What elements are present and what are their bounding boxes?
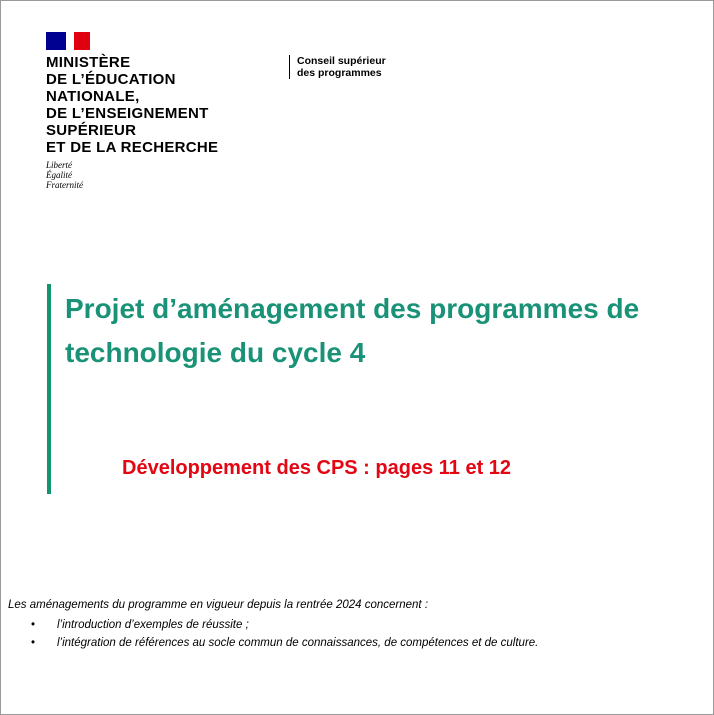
council-name <box>289 55 386 79</box>
ministry-name <box>46 54 218 156</box>
bullet-icon: • <box>31 619 36 631</box>
list-item-text: l’introduction d’exemples de réussite ; <box>57 619 249 631</box>
intro-text: Les aménagements du programme en vigueur depuis la rentrée 2024 concernent : <box>8 599 429 611</box>
ministry-line: NATIONALE, <box>46 88 140 105</box>
list-item <box>31 616 538 634</box>
bullet-icon: • <box>31 637 36 649</box>
ministry-line: DE L’ENSEIGNEMENT <box>46 105 209 122</box>
list-item <box>31 634 538 652</box>
ministry-line: ET DE LA RECHERCHE <box>46 139 219 156</box>
motto-line: Liberté <box>46 160 72 170</box>
document-subtitle: Développement des CPS : pages 11 et 12 <box>122 457 512 479</box>
republic-motto <box>46 160 83 190</box>
flag-white-band <box>66 32 74 50</box>
motto-line: Égalité <box>46 170 72 180</box>
ministry-line: SUPÉRIEUR <box>46 122 137 139</box>
flag-blue-band <box>46 32 66 50</box>
list-item-text: l’intégration de références au socle commun de connaissances, de compétences et de culture. <box>57 637 539 649</box>
motto-line: Fraternité <box>46 180 83 190</box>
document-title: Projet d’aménagement des programmes de technologie du cycle 4 <box>65 293 640 368</box>
ministry-line: MINISTÈRE <box>46 54 131 71</box>
marianne-flag-logo <box>46 32 90 50</box>
ministry-line: DE L’ÉDUCATION <box>46 71 176 88</box>
flag-red-band <box>74 32 90 50</box>
council-line: des programmes <box>297 67 382 79</box>
title-accent-bar <box>47 284 51 494</box>
council-line: Conseil supérieur <box>297 55 386 67</box>
bullet-list <box>31 616 538 652</box>
